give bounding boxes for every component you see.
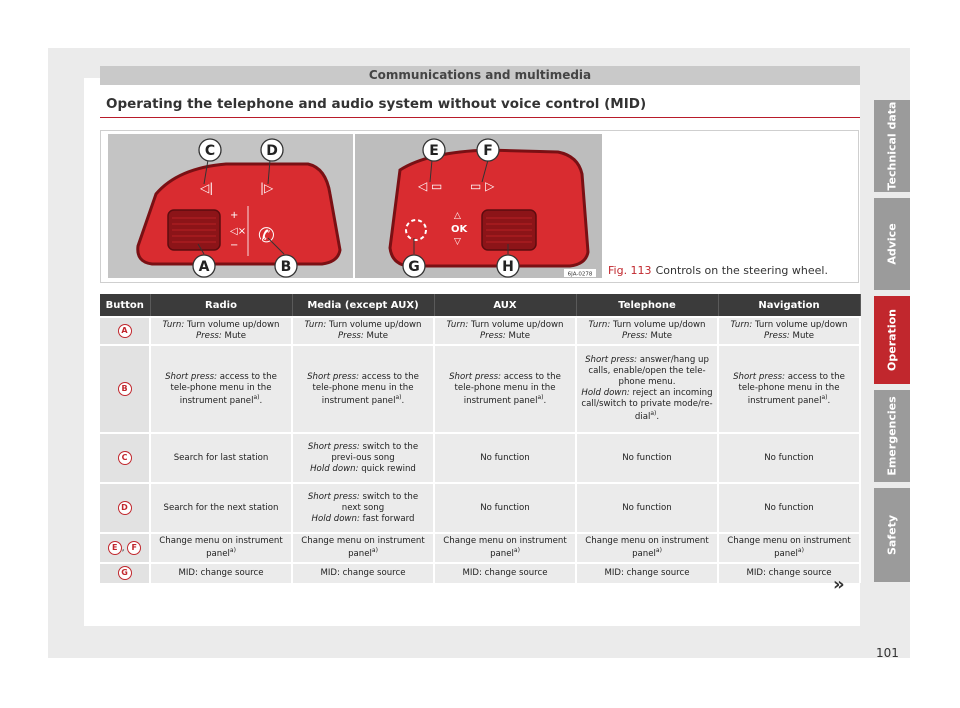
tab-label: Advice [885,223,899,265]
cell-value: access to the tele-phone menu in the instrument panel [454,371,561,406]
table-cell: Short press: access to the tele-phone menu in the instrument panel$^{a)}$. [718,345,860,433]
tab-operation[interactable] [874,296,910,384]
table-cell: Short press: access to the tele-phone menu in the instrument panel$^{a)}$. [434,345,576,433]
table-cell [434,483,576,533]
steering-wheel-controls-photo [108,134,602,278]
table-cell [434,563,576,583]
footnote-mark: a) [650,410,657,418]
tab-technical-data[interactable] [874,100,910,192]
table-cell: Short press: answer/hang up calls, enable/open the tele-phone menu. Hold down: reject an incoming call/switch to private mode/re-dial$^{a)}$. [576,345,718,433]
cell-text: Search for the next station [163,502,279,513]
cell-key: Press: [621,331,648,341]
table-cell [150,317,292,345]
cell-key: Turn: [588,320,611,330]
svg-text:−: − [230,240,239,251]
button-id-badge: B [118,382,132,396]
cell-key: Short press: [307,491,360,502]
svg-text:✆: ✆ [258,223,275,247]
footnote-mark: a) [797,547,804,554]
cell-value: Turn volume up/down [612,320,706,330]
cell-value: Mute [508,331,531,341]
table-cell [434,433,576,483]
callout-g: G [408,259,420,275]
separator: , [121,543,128,554]
table-cell [576,433,718,483]
cell-text: MID: change source [178,567,264,578]
cell-text: MID: change source [604,567,690,578]
cell-text: No function [764,502,814,513]
column-header: Navigation [718,294,860,317]
table-cell [150,533,292,563]
cell-key: Short press: [449,371,502,382]
footnote-mark: a) [229,547,236,554]
figure-caption-text: Controls on the steering wheel. [655,264,828,277]
table-row [100,433,860,483]
button-id-badge: G [118,566,132,580]
tab-safety[interactable] [874,488,910,582]
table-row [100,317,860,345]
table-cell [150,563,292,583]
table-cell [576,563,718,583]
button-id-badge: F [127,541,141,555]
table-row [100,345,860,433]
footnote-mark: a) [537,393,544,401]
table-row [100,483,860,533]
controls-table [100,294,861,583]
table-row [100,533,860,563]
cell-value: access to the tele-phone menu in the instrument panel [312,371,419,406]
callout-a: A [198,259,210,275]
tab-label: Operation [885,309,899,371]
cell-text: Change menu on instrument panel [443,536,567,559]
cell-key: Short press: [585,355,637,366]
column-header: Button [100,294,150,317]
section-header: Communications and multimedia [100,66,860,85]
cell-value: access to the tele-phone menu in the instrument panel [738,371,845,406]
title-divider [100,117,860,118]
cell-value: quick rewind [361,463,416,474]
svg-text:▭ ▷: ▭ ▷ [470,179,495,193]
footnote-mark: a) [513,547,520,554]
tab-advice[interactable] [874,198,910,290]
figure-caption [608,264,828,277]
table-cell [576,483,718,533]
cell-text: MID: change source [746,567,832,578]
column-header: Telephone [576,294,718,317]
cell-value: Turn volume up/down [186,320,280,330]
button-id-badge: C [118,451,132,465]
table-cell [718,317,860,345]
table-cell [292,563,434,583]
svg-text:|▷: |▷ [260,181,274,195]
tab-emergencies[interactable] [874,390,910,482]
column-header: AUX [434,294,576,317]
cell-key: Short press: [733,371,786,382]
cell-key: Short press: [165,371,218,382]
table-row [100,563,860,583]
cell-text: No function [480,452,530,463]
button-cell [100,483,150,533]
button-id-badge: E [108,541,122,555]
tab-label: Safety [885,514,899,556]
page-number: 101 [876,646,899,660]
table-cell [292,433,434,483]
callout-f: F [483,143,493,159]
cell-text: No function [622,502,672,513]
cell-text: Change menu on instrument panel [159,536,283,559]
table-cell [292,533,434,563]
svg-text:◁ ▭: ◁ ▭ [418,179,443,193]
button-cell [100,345,150,433]
button-cell [100,563,150,583]
callout-c: C [204,143,216,159]
cell-value: Mute [224,331,247,341]
svg-text:◁|: ◁| [200,181,214,195]
cell-key: Hold down: [581,388,630,399]
button-id-badge: A [118,324,132,338]
cell-value: switch to the previ-ous song [331,441,419,463]
cell-value: fast forward [362,513,415,524]
cell-text: Change menu on instrument panel [585,536,709,559]
table-cell [292,317,434,345]
column-header: Radio [150,294,292,317]
figure-label: Fig. 113 [608,264,652,277]
cell-value: Mute [792,331,815,341]
footnote-mark: a) [821,393,828,401]
table-cell [150,483,292,533]
cell-value: Mute [650,331,673,341]
button-cell [100,533,150,563]
callout-h: H [502,259,514,275]
page-title: Operating the telephone and audio system without voice control (MID) [106,96,647,112]
footnote-mark: a) [371,547,378,554]
cell-value: access to the tele-phone menu in the instrument panel [170,371,277,406]
figure-code: 6JA-0278 [567,271,593,278]
cell-key: Turn: [446,320,469,330]
cell-value: switch to the next song [341,491,419,513]
cell-key: Hold down: [310,463,359,474]
tab-label: Emergencies [885,396,899,476]
table-cell [150,433,292,483]
cell-key: Turn: [162,320,185,330]
table-header-row [100,294,860,317]
table-cell [434,317,576,345]
cell-value: reject an incoming call/switch to private mode/re-dial [581,388,713,422]
tab-label: Technical data [885,101,899,191]
cell-key: Press: [479,331,506,341]
cell-value: Mute [366,331,389,341]
table-cell [576,533,718,563]
cell-text: Change menu on instrument panel [301,536,425,559]
footnote-mark: a) [655,547,662,554]
svg-text:+: + [230,210,239,221]
svg-text:△: △ [454,211,461,221]
cell-text: Change menu on instrument panel [727,536,851,559]
cell-text: MID: change source [462,567,548,578]
cell-key: Press: [763,331,790,341]
cell-key: Hold down: [311,513,360,524]
cell-text: No function [764,452,814,463]
callout-e: E [429,143,439,159]
table-cell [718,433,860,483]
table-cell [292,483,434,533]
table-cell [718,533,860,563]
table-cell [718,483,860,533]
cell-text: No function [622,452,672,463]
svg-text:◁×: ◁× [230,226,247,237]
cell-key: Turn: [730,320,753,330]
table-cell: Short press: access to the tele-phone menu in the instrument panel$^{a)}$. [150,345,292,433]
cell-key: Press: [337,331,364,341]
table-cell [434,533,576,563]
callout-b: B [280,259,292,275]
button-cell [100,433,150,483]
cell-key: Turn: [304,320,327,330]
cell-key: Press: [195,331,222,341]
column-header: Media (except AUX) [292,294,434,317]
table-cell [576,317,718,345]
cell-text: Search for last station [173,452,269,463]
footnote-mark: a) [253,393,260,401]
button-cell [100,317,150,345]
table-cell: Short press: access to the tele-phone menu in the instrument panel$^{a)}$. [292,345,434,433]
svg-text:▽: ▽ [454,237,461,247]
footnote-mark: a) [395,393,402,401]
continue-mark: » [833,574,845,595]
cell-text: No function [480,502,530,513]
callout-d: D [266,143,278,159]
cell-value: answer/hang up calls, enable/open the tele-phone menu. [588,355,709,388]
cell-value: Turn volume up/down [328,320,422,330]
cell-value: Turn volume up/down [470,320,564,330]
cell-key: Short press: [307,441,360,452]
cell-text: MID: change source [320,567,406,578]
button-id-badge: D [118,501,132,515]
cell-key: Short press: [307,371,360,382]
ok-label: OK [451,224,468,235]
cell-value: Turn volume up/down [754,320,848,330]
